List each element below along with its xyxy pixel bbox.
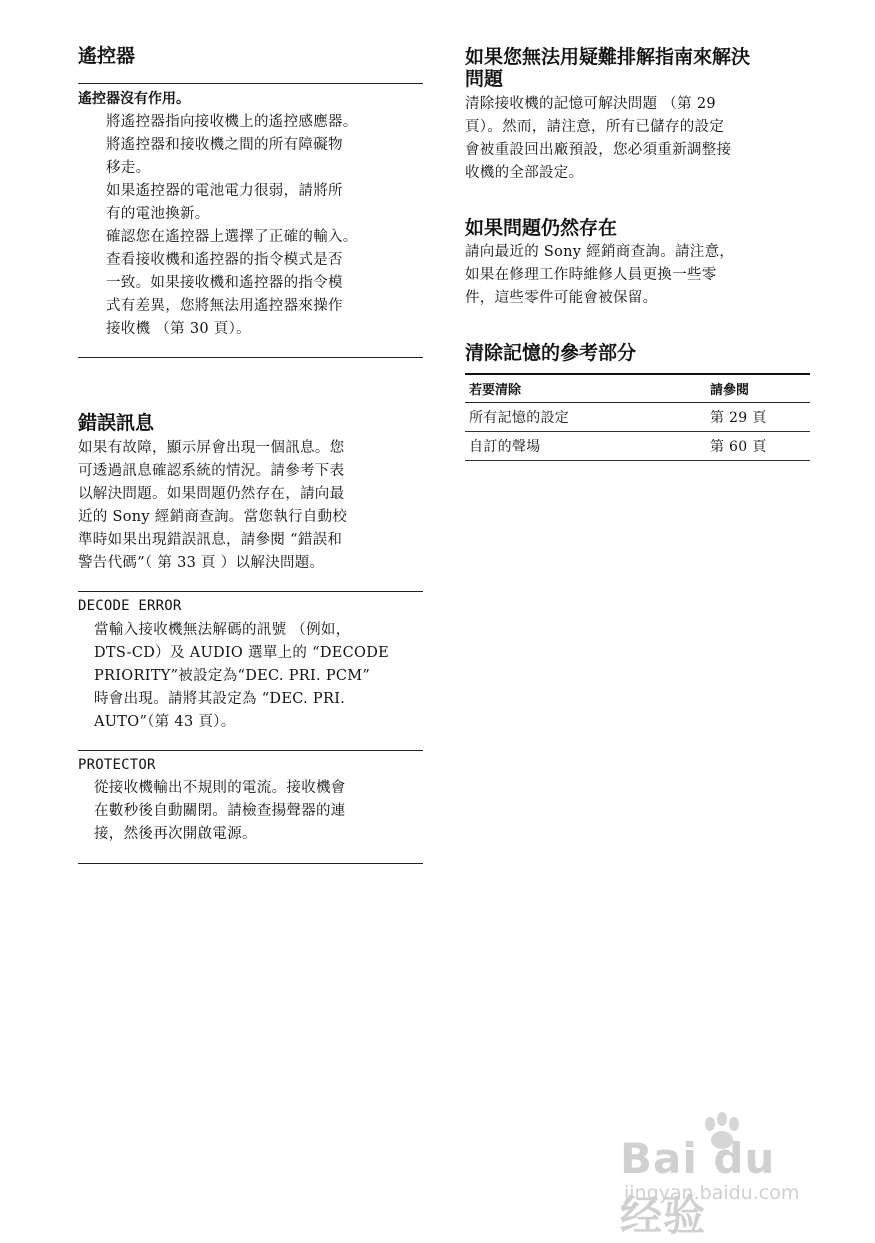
decode-error-code: DECODE ERROR [78,598,182,614]
errors-intro [78,437,423,575]
text-line: 請向最近的 Sony 經銷商查詢。請注意， [465,244,735,260]
baidu-watermark [620,1112,830,1240]
solution-line: 一致。如果接收機和遙控器的指令模 [106,275,343,291]
solution-line: 式有差異，您將無法用遙控器來操作 [106,298,343,314]
reference-heading: 清除記憶的參考部分 [465,342,637,364]
text-line: AUTO”（第 43 頁）。 [94,714,236,730]
errors-end-divider [78,863,423,864]
solution-line: 確認您在遙控器上選擇了正確的輸入。 [106,229,358,245]
persist-text [465,241,810,310]
table-cell: 所有記憶的設定 [465,403,706,432]
text-line: 當輸入接收機無法解碼的訊號 （例如， [94,622,351,638]
remote-solutions [78,111,451,341]
reference-col-see: 請參閱 [706,374,810,403]
protector-divider [78,750,423,751]
text-line: 從接收機輸出不規則的電流。接收機會 [94,780,346,796]
text-line: 準時如果出現錯誤訊息，請參閱 “錯誤和 [78,532,343,548]
text-line: 頁）。然而，請注意，所有已儲存的設定 [465,119,725,135]
remote-heading: 遙控器 [78,45,136,67]
solution-line: 如果遙控器的電池電力很弱，請將所 [106,183,343,199]
errors-heading: 錯誤訊息 [78,412,155,434]
table-cell: 自訂的聲場 [465,432,706,461]
text-line: 警告代碼”（ 第 33 頁 ）以解決問題。 [78,555,325,571]
solution-line: 接收機 （第 30 頁）。 [106,321,251,337]
text-line: 件，這些零件可能會被保留。 [465,290,658,306]
text-line: 可透過訊息確認系統的情況。請參考下表 [78,463,345,479]
watermark-url: jingyan.baidu.com [624,1182,800,1204]
solution-line: 移走。 [106,160,151,176]
remote-end-divider [78,357,423,358]
table-row [465,432,810,461]
persist-heading: 如果問題仍然存在 [465,217,618,239]
solution-line: 有的電池換新。 [106,206,210,222]
solution-line: 將遙控器指向接收機上的遙控感應器。 [106,114,358,130]
guide-text [465,93,810,185]
text-line: PRIORITY”被設定為“DEC. PRI. PCM” [94,668,371,684]
remote-problem: 遙控器沒有作用。 [78,91,190,107]
solution-line: 將遙控器和接收機之間的所有障礙物 [106,137,343,153]
table-row [465,403,810,432]
watermark-logo: Bai du 经验 [620,1134,776,1240]
decode-error-text [78,619,439,734]
text-line: 近的 Sony 經銷商查詢。當您執行自動校 [78,509,348,525]
table-cell: 第 60 頁 [706,432,810,461]
table-cell: 第 29 頁 [706,403,810,432]
text-line: DTS-CD）及 AUDIO 選單上的 “DECODE [94,645,390,661]
protector-text [78,777,439,846]
text-line: 時會出現。請將其設定為 “DEC. PRI. [94,691,346,707]
text-line: 在數秒後自動關閉。請檢查揚聲器的連 [94,803,346,819]
text-line: 接，然後再次開啟電源。 [94,826,257,842]
protector-code: PROTECTOR [78,757,156,773]
remote-divider [78,83,423,84]
solution-line: 查看接收機和遙控器的指令模式是否 [106,252,343,268]
guide-heading [465,46,810,90]
heading-line: 問題 [465,68,504,90]
text-line: 收機的全部設定。 [465,165,584,181]
remote-section [78,45,423,67]
reference-header-row [465,374,810,403]
text-line: 會被重設回出廠預設，您必須重新調整接 [465,142,732,158]
decode-divider [78,591,423,592]
heading-line: 如果您無法用疑難排解指南來解決 [465,46,751,68]
reference-col-clear: 若要清除 [465,374,706,403]
reference-table [465,373,810,461]
text-line: 以解決問題。如果問題仍然存在，請向最 [78,486,345,502]
text-line: 清除接收機的記憶可解決問題 （第 29 [465,96,716,112]
text-line: 如果在修理工作時維修人員更換一些零 [465,267,717,283]
text-line: 如果有故障，顯示屏會出現一個訊息。您 [78,440,345,456]
